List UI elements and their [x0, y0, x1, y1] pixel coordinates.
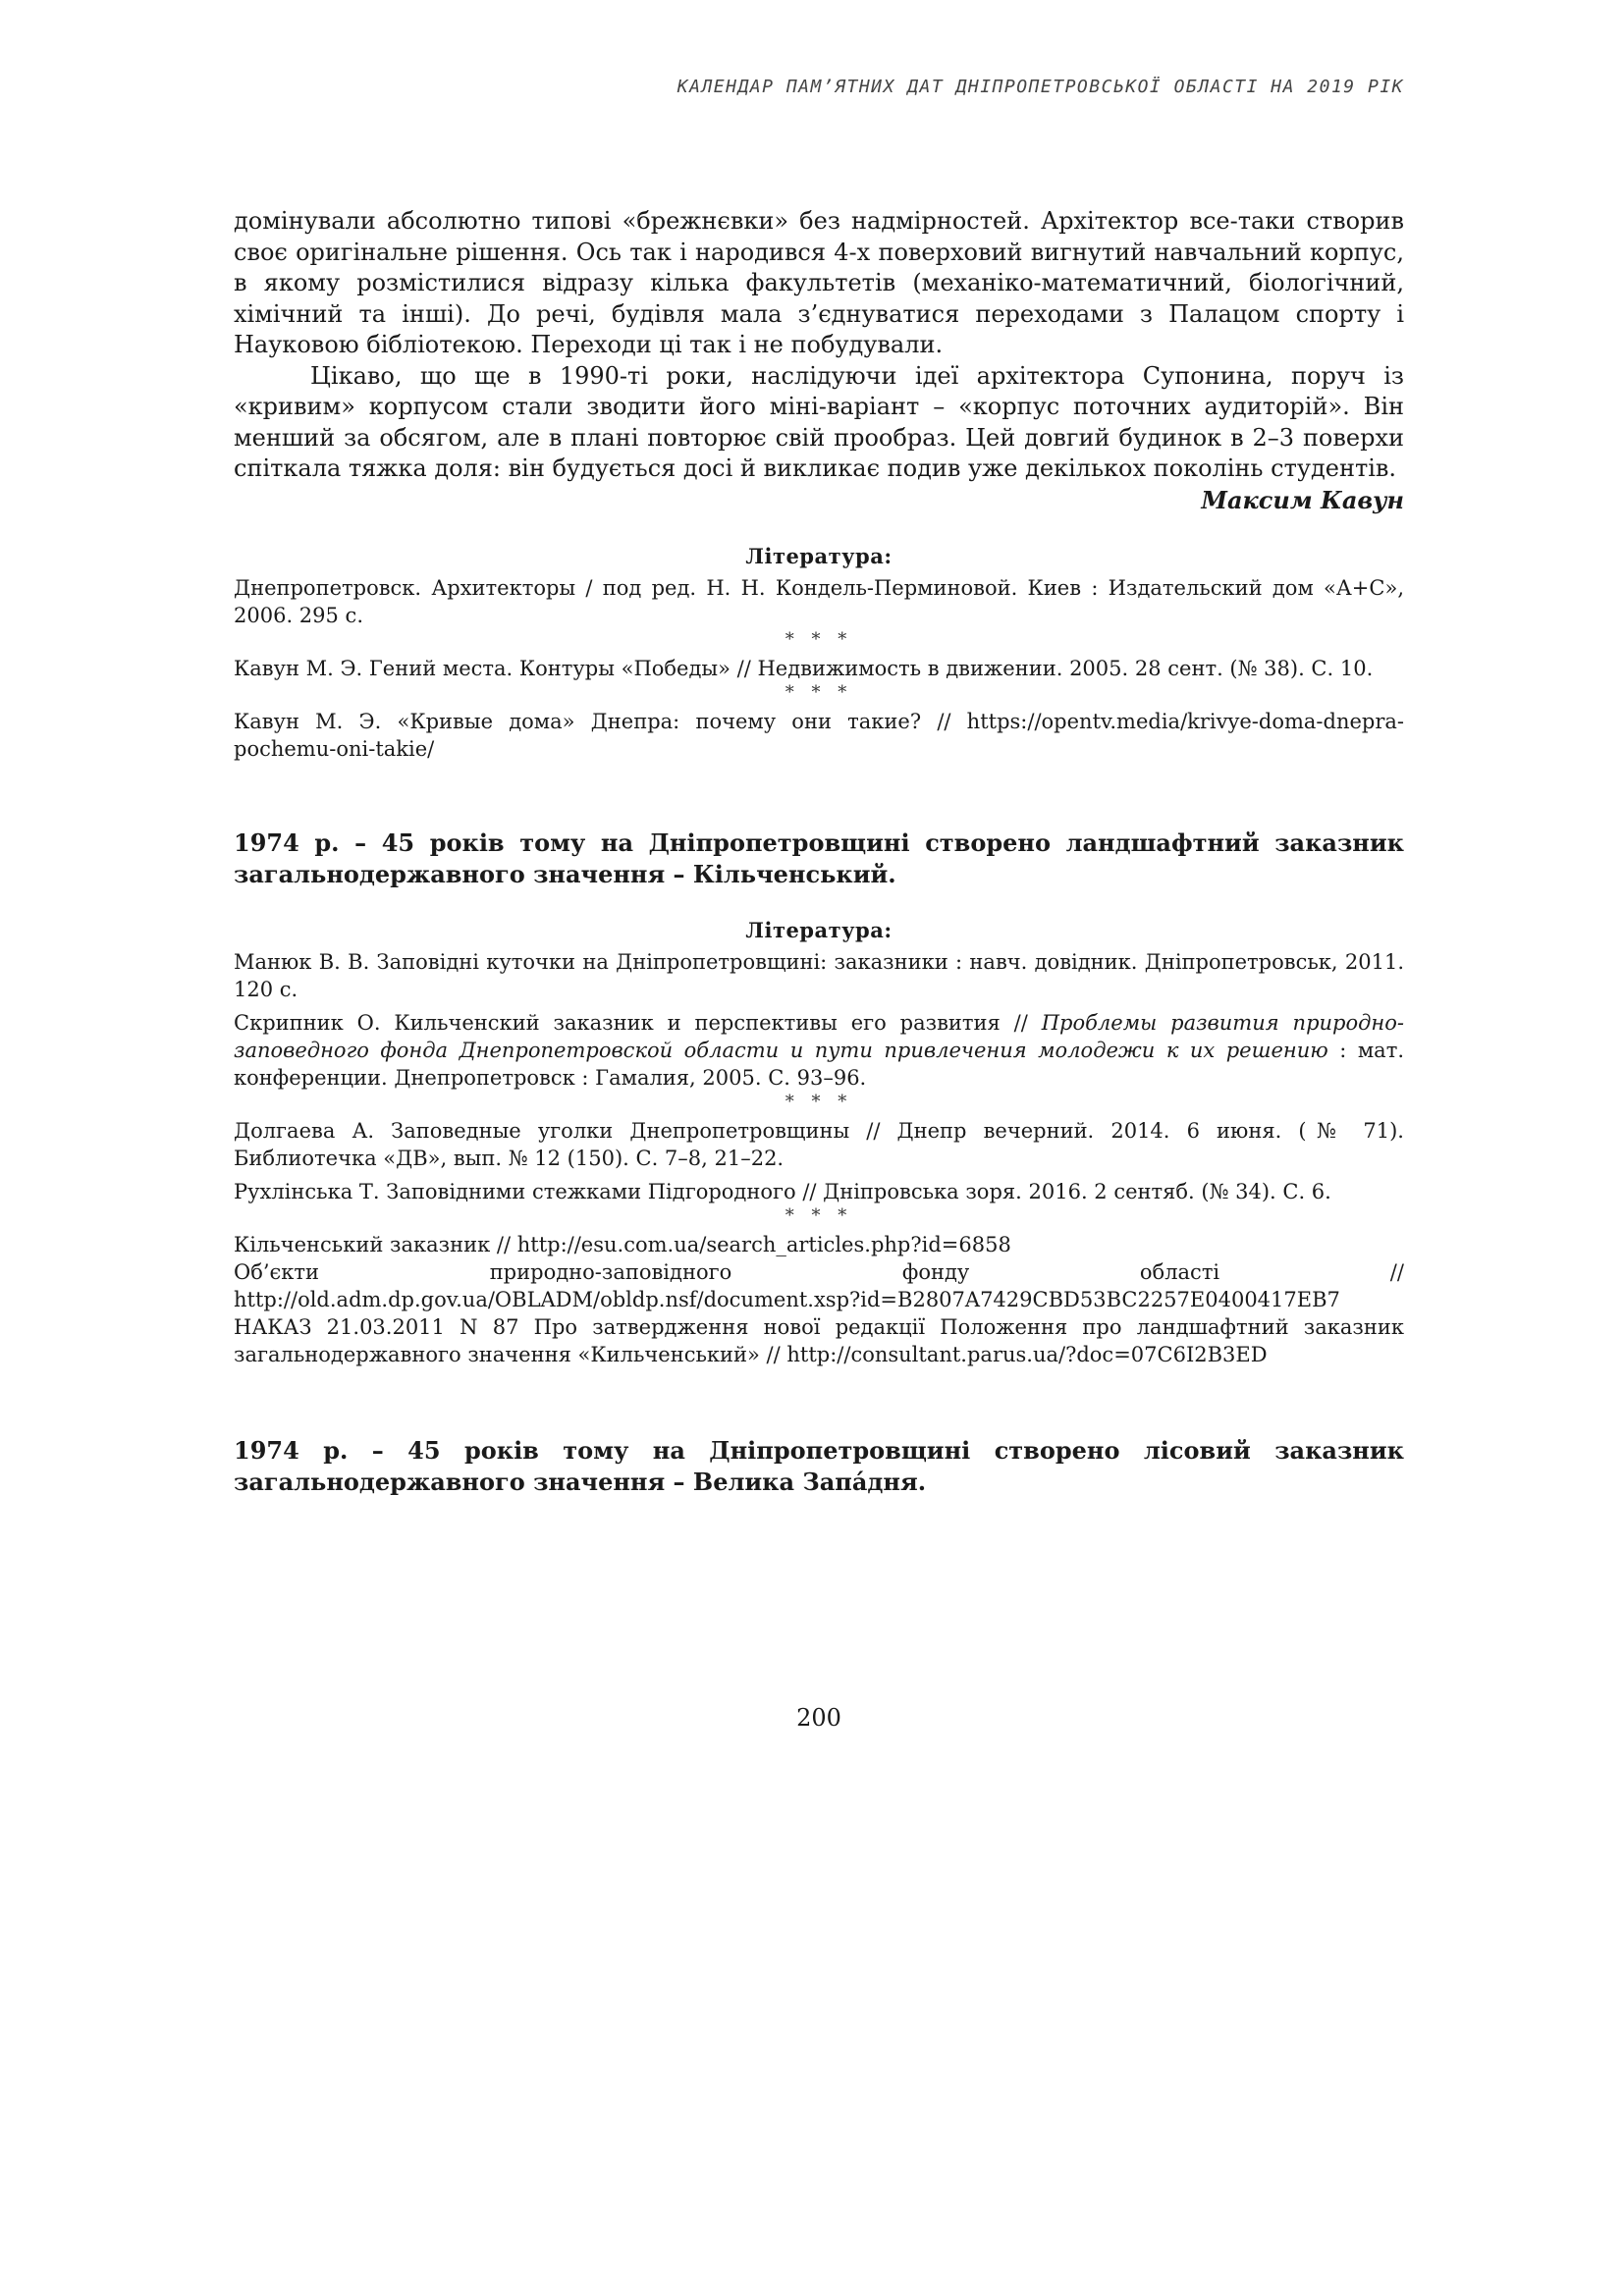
literature-reference: Рухлінська Т. Заповідними стежками Підгородного // Дніпровська зоря. 2016. 2 сентяб. (№ 34). С. 6.: [234, 1180, 1331, 1203]
literature-reference: НАКАЗ 21.03.2011 N 87 Про затвердження нової редакції Положення про ландшафтний заказник загальнодержавного значення «Кильченський» // http://consultant.parus.ua/?doc=07C6I2B3ED: [234, 1315, 1404, 1366]
article-author: Максим Кавун: [1201, 485, 1404, 514]
literature-heading: Література:: [745, 544, 893, 568]
literature-reference-url: http://old.adm.dp.gov.ua/OBLADM/obldp.nsf/document.xsp?id=B2807A7429CBD53BC2257E0400417EB7: [234, 1288, 1340, 1311]
reference-separator: * * *: [785, 682, 853, 703]
reference-word: області: [1139, 1260, 1220, 1284]
section-heading: 1974 р. – 45 років тому на Дніпропетровщині створено ландшафтний заказник загальнодержавного значення – Кільченський.: [234, 828, 1404, 888]
literature-reference-spread: [234, 1258, 1404, 1286]
reference-text: Скрипник О. Кильченский заказник и перспективы его развития //: [234, 1011, 1042, 1035]
reference-source-title: Проблемы развития природно-заповедного фонда Днепропетровской области и пути привлечения молодежи к их решению: [234, 1011, 1404, 1062]
page-number: 200: [796, 1704, 841, 1732]
main-content: [234, 206, 1404, 1497]
literature-reference: Днепропетровск. Архитекторы / под ред. Н. Н. Кондель-Перминовой. Киев : Издательский дом «А+С», 2006. 295 с.: [234, 576, 1404, 627]
reference-word: Об’єкти: [234, 1260, 320, 1284]
reference-separator: * * *: [785, 629, 853, 650]
article-paragraph: Цікаво, що ще в 1990-ті роки, наслідуючи ідеї архітектора Супонина, поруч із «кривим» корпусом стали зводити його міні-варіант – «корпус поточних аудиторій». Він менший за обсягом, але в плані повторює свій прообраз. Цей довгий будинок в 2–3 поверхи спіткала тяжка доля: він будується досі й викликає подив уже декількох поколінь студентів.: [234, 361, 1404, 482]
literature-reference: [234, 1009, 1404, 1092]
reference-word: природно-заповідного: [489, 1260, 732, 1284]
reference-separator: * * *: [785, 1092, 853, 1112]
literature-reference: Долгаева А. Заповедные уголки Днепропетровщины // Днепр вечерний. 2014. 6 июня. (№ 71). Библиотечка «ДВ», вып. № 12 (150). С. 7–8, 21–22.: [234, 1119, 1404, 1170]
reference-word: фонду: [901, 1260, 970, 1284]
literature-reference: Кавун М. Э. Гений места. Контуры «Победы» // Недвижимость в движении. 2005. 28 сент. (№ 38). С. 10.: [234, 657, 1374, 680]
literature-reference: Кавун М. Э. «Кривые дома» Днепра: почему они такие? // https://opentv.media/krivye-doma-dnepra-pochemu-oni-takie/: [234, 710, 1404, 761]
document-page: [234, 0, 1404, 2296]
running-header: КАЛЕНДАР ПАМ’ЯТНИХ ДАТ ДНІПРОПЕТРОВСЬКОЇ ОБЛАСТІ НА 2019 РІК: [677, 77, 1404, 97]
literature-heading: Література:: [745, 918, 893, 942]
article-paragraph: домінували абсолютно типові «брежнєвки» без надмірностей. Архітектор все-таки створив своє оригінальне рішення. Ось так і народився 4-х поверховий вигнутий навчальний корпус, в якому розмістилися відразу кілька факультетів (механіко-математичний, біологічний, хімічний та інші). До речі, будівля мала з’єднуватися переходами з Палацом спорту і Науковою бібліотекою. Переходи ці так і не побудували.: [234, 207, 1404, 358]
reference-word: //: [1389, 1260, 1404, 1284]
literature-reference: Манюк В. В. Заповідні куточки на Дніпропетровщині: заказники : навч. довідник. Дніпропетровськ, 2011. 120 с.: [234, 950, 1404, 1001]
literature-reference: Кільченський заказник // http://esu.com.ua/search_articles.php?id=6858: [234, 1233, 1011, 1256]
reference-separator: * * *: [785, 1205, 853, 1226]
section-heading: 1974 р. – 45 років тому на Дніпропетровщині створено лісовий заказник загальнодержавного значення – Велика Запа́дня.: [234, 1436, 1404, 1496]
reference-text: : мат. конференции. Днепропетровск : Гамалия, 2005. С. 93–96.: [234, 1039, 1404, 1090]
